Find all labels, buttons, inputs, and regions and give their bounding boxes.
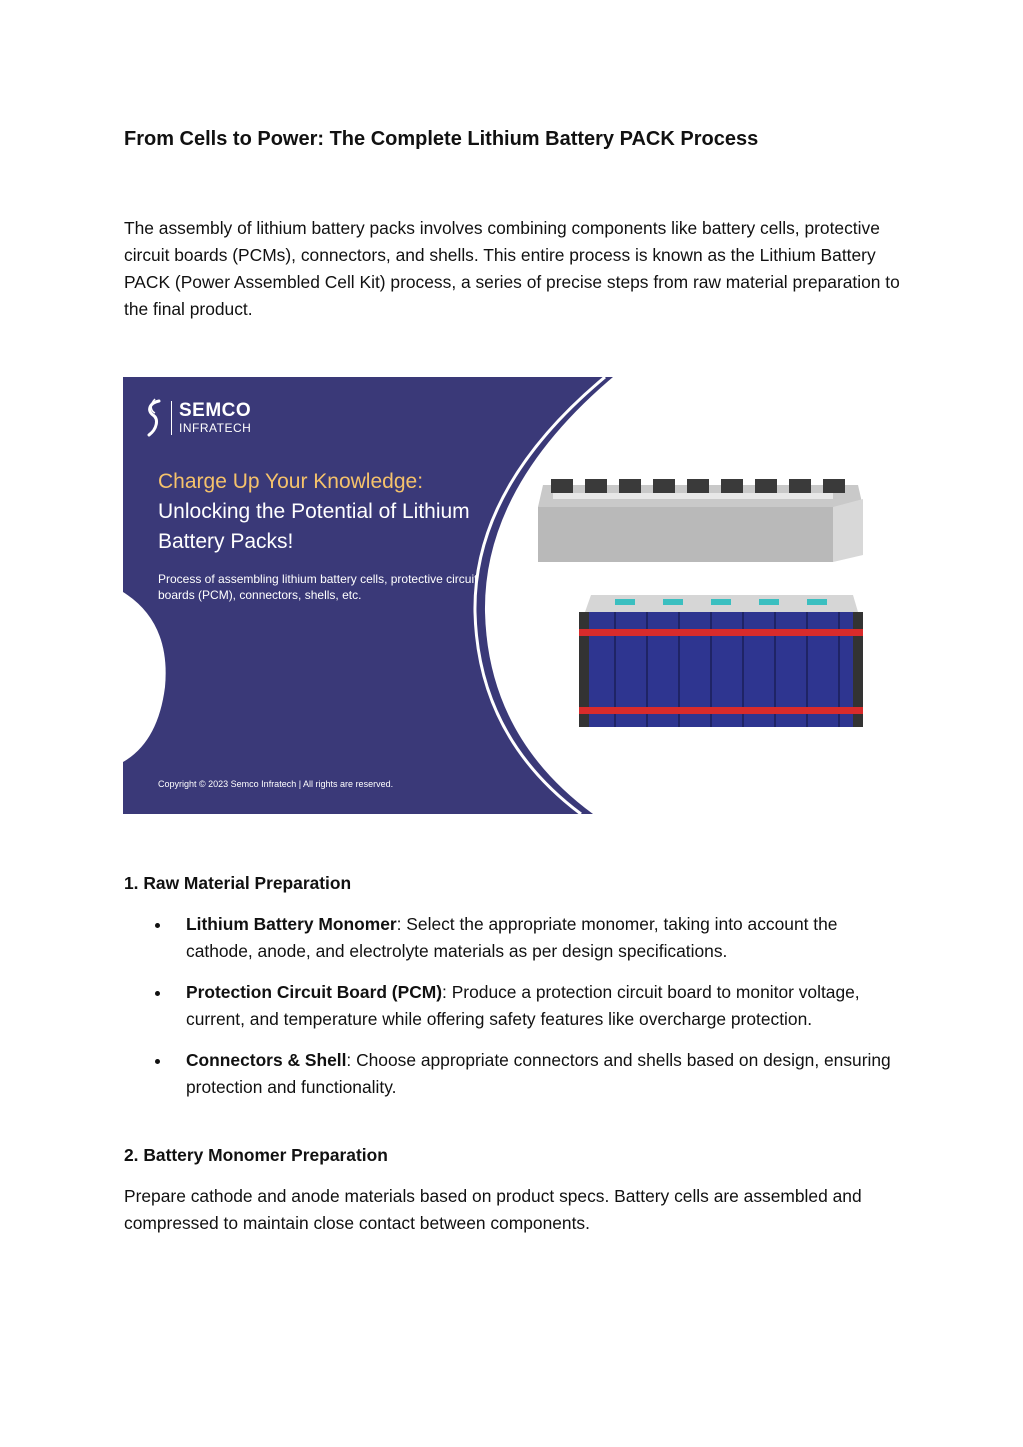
list-item-term: Protection Circuit Board (PCM): [186, 982, 443, 1002]
brand-name: SEMCO: [179, 400, 252, 421]
semco-s-icon: [143, 397, 165, 439]
blue-battery-pack: [579, 595, 863, 727]
bullet-icon: [155, 1059, 160, 1064]
banner-subtitle: Process of assembling lithium battery cells, protective circuit boards (PCM), connectors, shells, etc.: [158, 572, 478, 602]
list-item-text: : Produce a protection circuit board to monitor voltage, current, and temperature while offering safety features like overcharge protection.: [186, 982, 860, 1029]
logo-separator: [171, 401, 172, 435]
section2-paragraph: Prepare cathode and anode materials based on product specs. Battery cells are assembled and compressed to maintain close contact between components.: [124, 1186, 862, 1233]
bullet-icon: [155, 991, 160, 996]
list-item: [124, 1047, 904, 1101]
list-item-text: : Select the appropriate monomer, taking into account the cathode, anode, and electrolyte materials as per design specifications.: [186, 914, 838, 961]
list-item: [124, 979, 904, 1033]
section1-heading: 1. Raw Material Preparation: [124, 873, 352, 893]
list-item-term: Lithium Battery Monomer: [186, 914, 397, 934]
banner-image: [123, 377, 900, 814]
brand-subname: INFRATECH: [179, 421, 252, 435]
document-title: From Cells to Power: The Complete Lithium Battery PACK Process: [124, 128, 759, 150]
semco-logo: [143, 397, 251, 439]
battery-packs-illustration: [523, 467, 893, 767]
list-item: [124, 911, 904, 965]
section1-bullet-list: [124, 911, 904, 1115]
list-item-term: Connectors & Shell: [186, 1050, 347, 1070]
list-item-text: : Choose appropriate connectors and shells based on design, ensuring protection and functionality.: [186, 1050, 891, 1097]
section2-heading: 2. Battery Monomer Preparation: [124, 1145, 388, 1165]
intro-paragraph: The assembly of lithium battery packs involves combining components like battery cells, protective circuit boards (PCMs), connectors, and shells. This entire process is known as the Lithium Battery PACK (Power Assembled Cell Kit) process, a series of precise steps from raw material preparation to the final product.: [124, 218, 900, 319]
grey-battery-pack: [538, 479, 863, 562]
banner-copyright: Copyright © 2023 Semco Infratech | All rights are reserved.: [158, 779, 394, 789]
banner-heading-line1: Charge Up Your Knowledge:: [158, 470, 424, 493]
banner-heading-line2: Unlocking the Potential of Lithium Battery Packs!: [158, 500, 470, 553]
bullet-icon: [155, 923, 160, 928]
